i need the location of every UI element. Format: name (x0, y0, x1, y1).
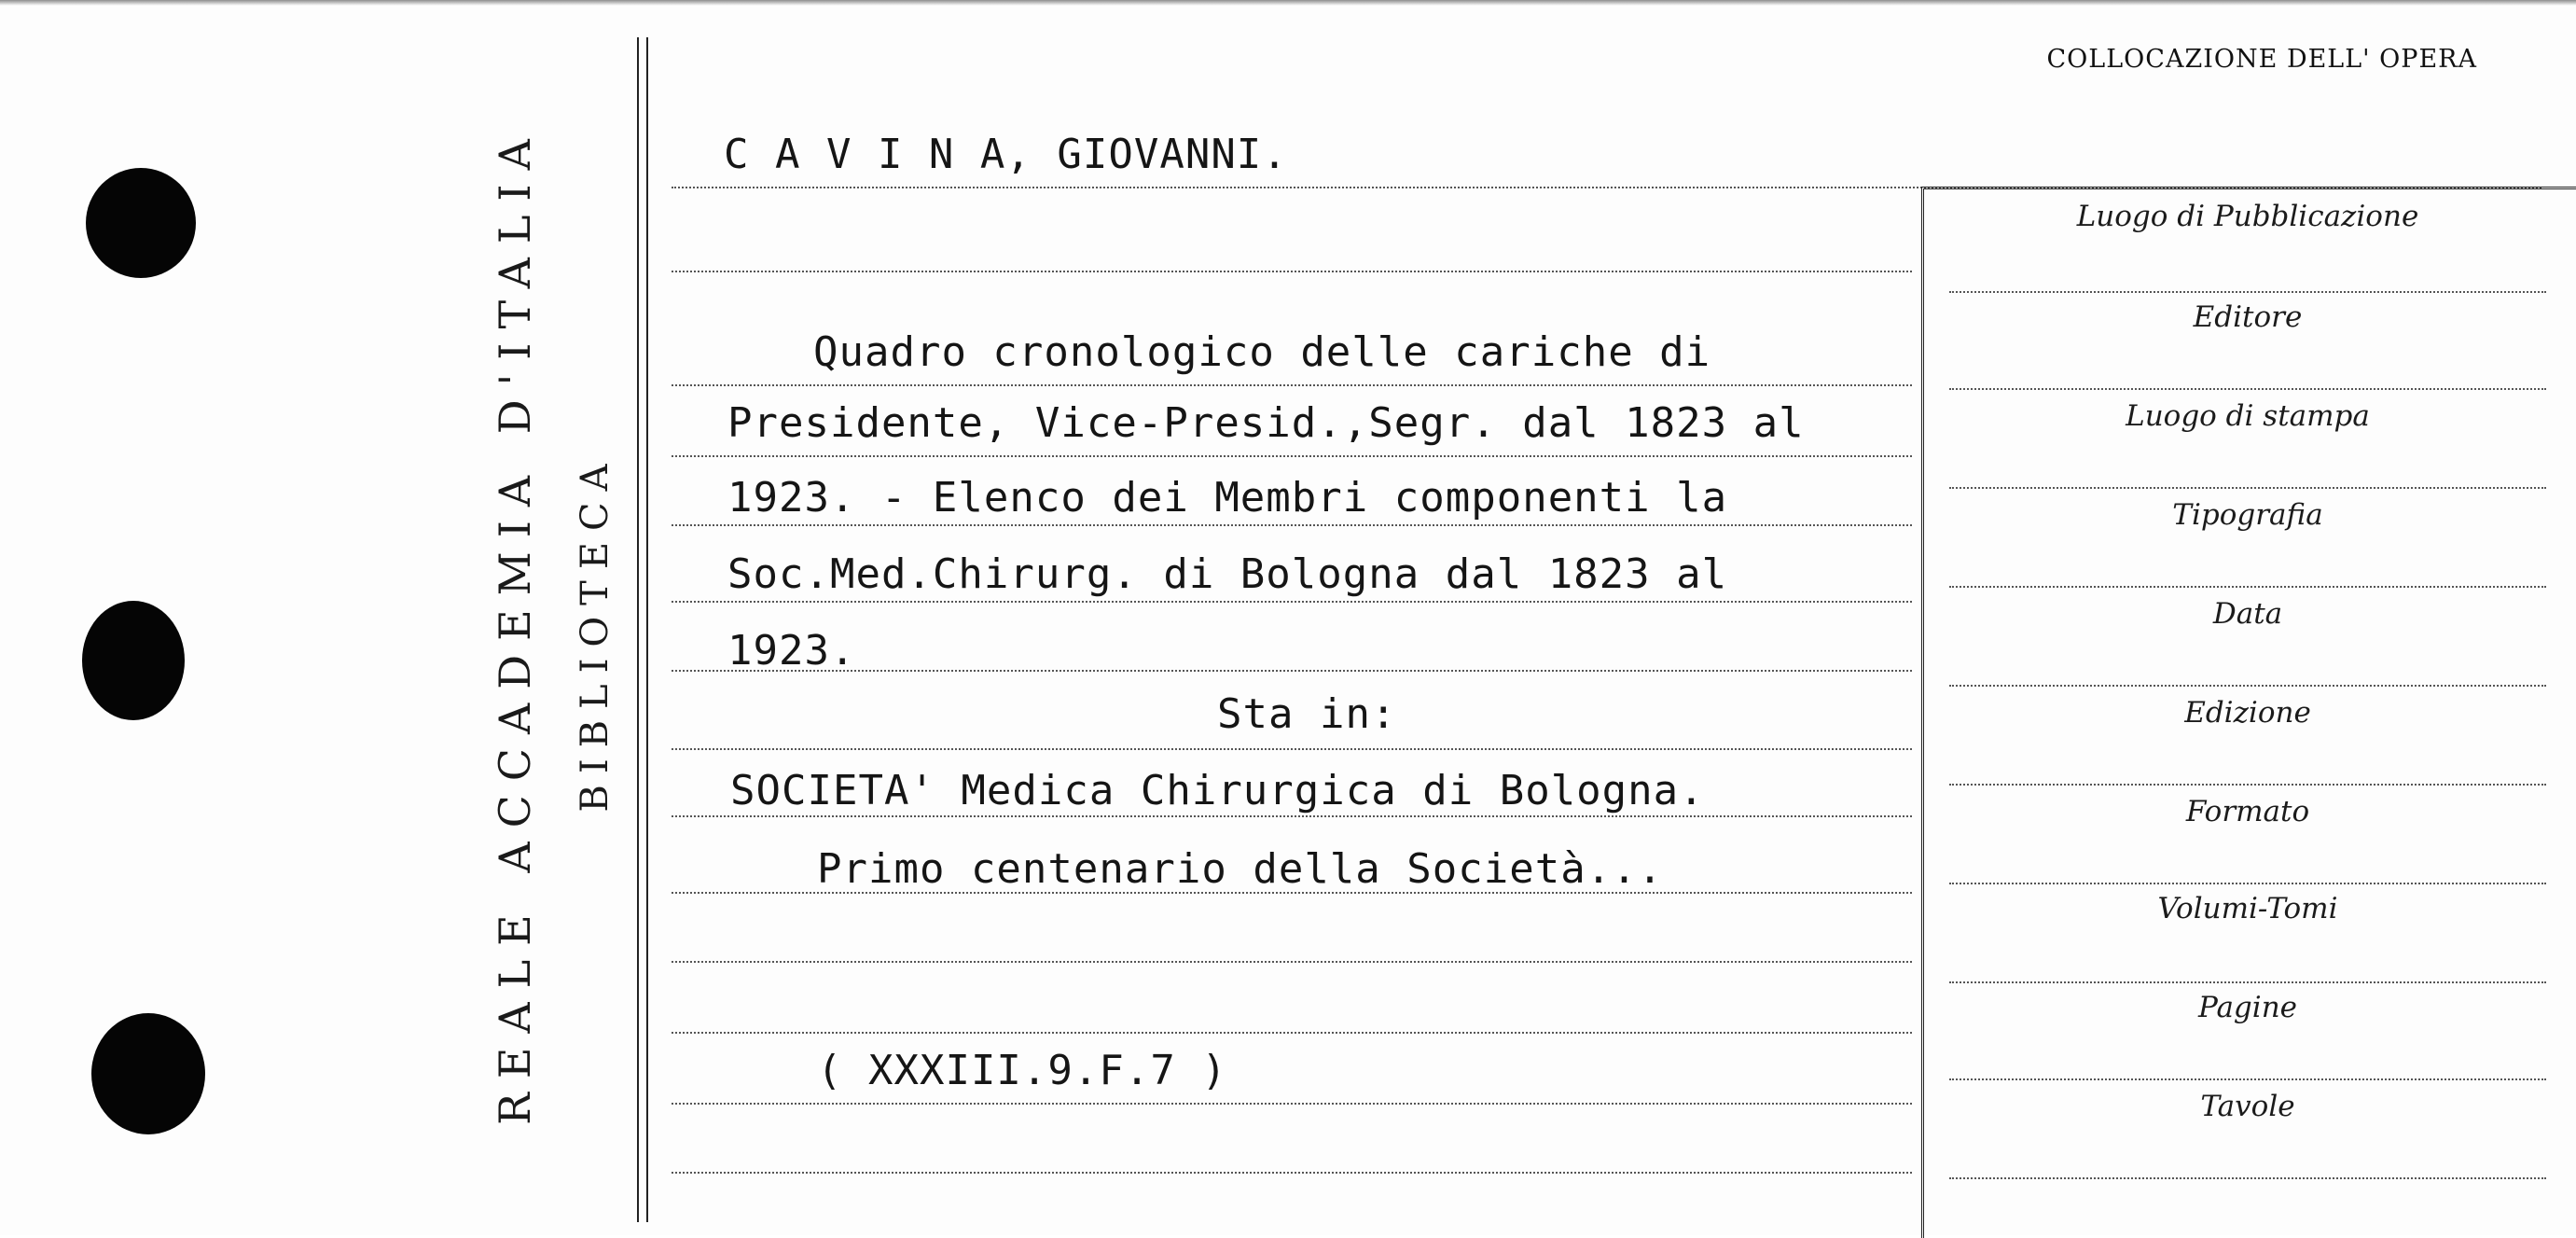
field-pages: Pagine (2197, 991, 2298, 1024)
field-line (1949, 1177, 2546, 1179)
field-line (1949, 586, 2546, 588)
card-top-edge (0, 0, 2576, 6)
title-line-3: 1923. - Elenco dei Membri componenti la (727, 474, 1728, 522)
field-line (1949, 291, 2546, 293)
author-heading: C A V I N A, GIOVANNI. (724, 131, 1288, 178)
field-line (1949, 981, 2546, 983)
writing-line (672, 815, 1912, 817)
writing-line (672, 524, 1912, 526)
field-line (1949, 388, 2546, 390)
writing-line (672, 601, 1912, 603)
field-line (1949, 784, 2546, 786)
field-line (1949, 883, 2546, 884)
field-line (1949, 1078, 2546, 1080)
field-format: Formato (2185, 795, 2310, 828)
writing-line (672, 961, 1912, 963)
punch-hole-middle (82, 601, 185, 720)
title-line-1: Quadro cronologico delle cariche di (813, 328, 1711, 376)
margin-rule-left (637, 37, 639, 1222)
library-name: BIBLIOTECA (574, 452, 616, 813)
writing-line (672, 1103, 1912, 1105)
field-printing-place: Luogo di stampa (2126, 399, 2370, 433)
shelfmark: ( XXXIII.9.F.7 ) (817, 1047, 1227, 1094)
field-date: Data (2212, 597, 2283, 631)
field-publisher: Editore (2193, 300, 2303, 334)
field-plates: Tavole (2200, 1090, 2295, 1123)
field-edition: Edizione (2184, 696, 2311, 730)
writing-line (672, 1032, 1912, 1034)
field-publication-place: Luogo di Pubblicazione (2076, 200, 2419, 233)
field-line (1949, 487, 2546, 489)
title-line-2: Presidente, Vice-Presid.,Segr. dal 1823 al (727, 399, 1805, 447)
punch-hole-top (86, 168, 196, 278)
title-line-5: 1923. (727, 627, 856, 675)
writing-line (672, 670, 1912, 672)
writing-line (672, 384, 1912, 386)
writing-line (672, 271, 1912, 272)
writing-line (672, 455, 1912, 457)
writing-line (672, 1172, 1912, 1174)
location-header: COLLOCAZIONE DELL' OPERA (2046, 45, 2477, 74)
field-line (1949, 685, 2546, 687)
field-printer: Tipografia (2172, 498, 2323, 532)
source-line-2: Primo centenario della Società... (817, 845, 1664, 893)
source-line-1: SOCIETA' Medica Chirurgica di Bologna. (730, 767, 1705, 814)
writing-line (672, 748, 1912, 750)
field-volumes: Volumi-Tomi (2157, 892, 2338, 925)
punch-hole-bottom (91, 1013, 205, 1134)
sta-in-label: Sta in: (1217, 690, 1397, 738)
title-line-4: Soc.Med.Chirurg. di Bologna dal 1823 al (727, 550, 1728, 598)
institution-name: REALE ACCADEMIA D'ITALIA (490, 125, 540, 1125)
margin-rule-right (646, 37, 648, 1222)
